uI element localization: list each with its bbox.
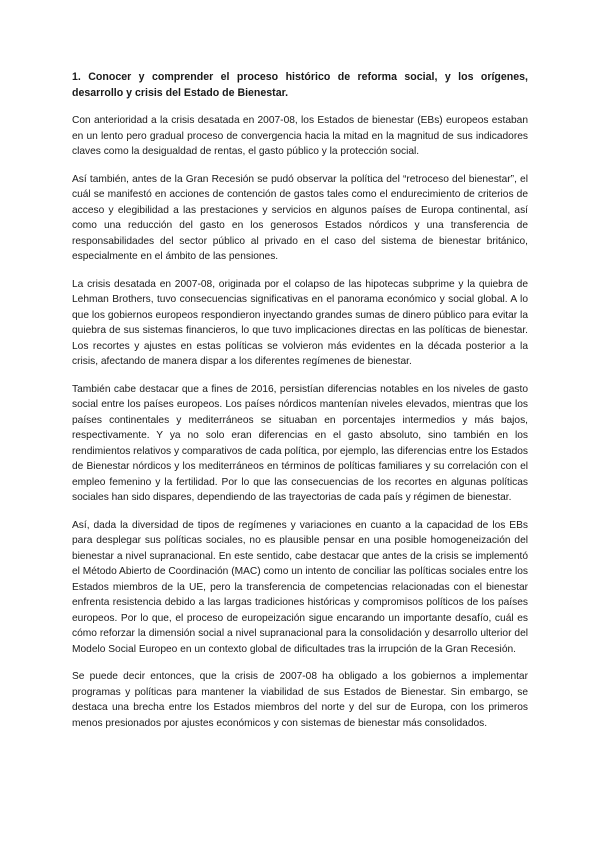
document-body [72,69,528,743]
paragraph-5: Así, dada la diversidad de tipos de regímenes y variaciones en cuanto a la capacidad de los EBs para desplegar sus políticas sociales, no es plausible pensar en una posible homogeneización del bienestar a nivel supranacional. En este sentido, cabe destacar que antes de la crisis se implementó el Método Abierto de Coordinación (MAC) como un intento de conciliar las políticas sociales entre los Estados miembros de la UE, pero la transferencia de competencias relacionadas con el bienestar enfrenta resistencia debido a las largas tradiciones históricas y compromisos políticos de los países europeos. Por lo que, el proceso de europeización sigue encarando un importante desafío, cuál es cómo reforzar la dimensión social a nivel supranacional para la consolidación y desarrollo ulterior del Modelo Social Europeo en un contexto global de dificultades tras la irrupción de la Gran Recesión. [72,519,528,655]
paragraph-2: Así también, antes de la Gran Recesión se pudó observar la política del “retroceso del bienestar”, el cuál se manifestó en acciones de contención de gastos tales como el endurecimiento de criterios de acceso y elegibilidad a las prestaciones y servicios en algunos países de Europa continental, así como una reducción del gasto en los generosos Estados nórdicos y una transferencia de responsabilidades del sector público al privado en el caso del sistema de bienestar británico, especialmente en el ámbito de las pensiones. [72,173,528,262]
section-heading: 1. Conocer y comprender el proceso histórico de reforma social, y los orígenes, desarrollo y crisis del Estado de Bienestar. [72,71,528,99]
paragraph-6: Se puede decir entonces, que la crisis de 2007-08 ha obligado a los gobiernos a implementar programas y políticas para mantener la viabilidad de sus Estados de Bienestar. Sin embargo, se destaca una brecha entre los Estados miembros del norte y del sur de Europa, con los primeros menos presionados por ajustes económicos y con sistemas de bienestar más consolidados. [72,671,528,729]
paragraph-3: La crisis desatada en 2007-08, originada por el colapso de las hipotecas subprime y la quiebra de Lehman Brothers, tuvo consecuencias significativas en el panorama económico y social global. A lo que los gobiernos europeos respondieron inyectando grandes sumas de dinero público para evitar la quiebra de sus sistemas financieros, lo que tuvo implicaciones directas en las políticas de bienestar. Los recortes y ajustes en estas políticas se volvieron más evidentes en la década posterior a la crisis, afectando de manera dispar a los diferentes regímenes de bienestar. [72,278,528,367]
paragraph-4: También cabe destacar que a fines de 2016, persistían diferencias notables en los niveles de gasto social entre los países europeos. Los países nórdicos mantenían niveles elevados, mientras que los países continentales y mediterráneos se situaban en porcentajes intermedios y más bajos, respectivamente. Y ya no solo eran diferencias en el gasto absoluto, sino también en los rendimientos relativos y comparativos de cada política, por ejemplo, las diferencias entre los Estados de Bienestar nórdicos y los mediterráneos en términos de políticas familiares y su correlación con el empleo femenino y la fertilidad. Por lo que las consecuencias de los recortes en algunas políticas sociales han sido dispares, dependiendo de las trayectorias de cada país y régimen de bienestar. [72,383,528,503]
paragraph-1: Con anterioridad a la crisis desatada en 2007-08, los Estados de bienestar (EBs) europeos estaban en un lento pero gradual proceso de convergencia hacia la mitad en la magnitud de sus indicadores claves como la desigualdad de rentas, el gasto público y la protección social. [72,115,528,157]
